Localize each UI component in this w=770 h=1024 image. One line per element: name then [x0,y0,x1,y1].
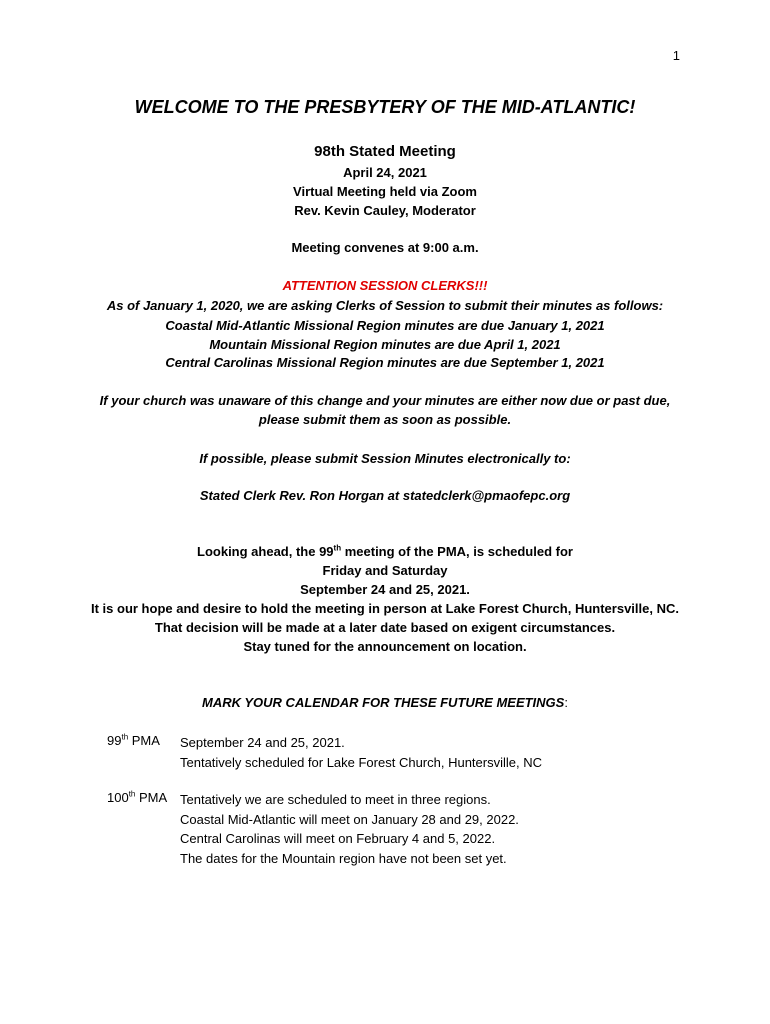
page-number: 1 [672,48,680,63]
looking-ahead-line-4: It is our hope and desire to hold the meeting in person at Lake Forest Church, Huntersville, NC. [91,601,679,616]
electronic-submission: If possible, please submit Session Minutes electronically to: [199,451,571,466]
looking-ahead-line-6: Stay tuned for the announcement on location. [243,639,527,654]
schedule-details [180,790,630,868]
schedule-line: The dates for the Mountain region have not been set yet. [180,850,507,866]
meeting-name: 98th Stated Meeting [314,143,456,160]
looking-ahead-line-2: Friday and Saturday [322,563,448,578]
meeting-format: Virtual Meeting held via Zoom [293,184,477,199]
schedule-details [180,733,630,772]
attention-intro: As of January 1, 2020, we are asking Clerks of Session to submit their minutes as follows: [106,298,664,313]
looking-ahead-line-3: September 24 and 25, 2021. [300,582,470,597]
looking-ahead-line-5: That decision will be made at a later date based on exigent circumstances. [154,620,616,635]
schedule-line: September 24 and 25, 2021. [180,735,345,750]
region-due-coastal: Coastal Mid-Atlantic Missional Region minutes are due January 1, 2021 [165,318,605,333]
unaware-line-2: please submit them as soon as possible. [258,412,512,427]
schedule-label: 100th PMA [107,789,168,805]
meeting-date: April 24, 2021 [343,165,427,180]
schedule-label: 99th PMA [107,732,160,748]
looking-ahead-line-1: Looking ahead, the 99th meeting of the PMA, is scheduled for [197,543,573,559]
page-title: WELCOME TO THE PRESBYTERY OF THE MID-ATLANTIC! [134,97,636,117]
meeting-convenes: Meeting convenes at 9:00 a.m. [291,240,479,255]
stated-clerk-contact: Stated Clerk Rev. Ron Horgan at statedclerk@pmaofepc.org [199,488,571,503]
attention-heading: ATTENTION SESSION CLERKS!!! [282,278,488,293]
region-due-central: Central Carolinas Missional Region minutes are due September 1, 2021 [165,355,605,370]
calendar-heading: MARK YOUR CALENDAR FOR THESE FUTURE MEETINGS: [202,695,568,710]
schedule-line: Tentatively scheduled for Lake Forest Church, Huntersville, NC [180,754,542,770]
schedule-line: Central Carolinas will meet on February 4 and 5, 2022. [180,831,496,846]
schedule-line: Coastal Mid-Atlantic will meet on January 28 and 29, 2022. [180,811,519,827]
meeting-moderator: Rev. Kevin Cauley, Moderator [294,203,476,218]
region-due-mountain: Mountain Missional Region minutes are due April 1, 2021 [209,337,561,352]
schedule-line: Tentatively we are scheduled to meet in three regions. [180,792,491,807]
unaware-line-1: If your church was unaware of this change and your minutes are either now due or past due, [99,393,671,408]
